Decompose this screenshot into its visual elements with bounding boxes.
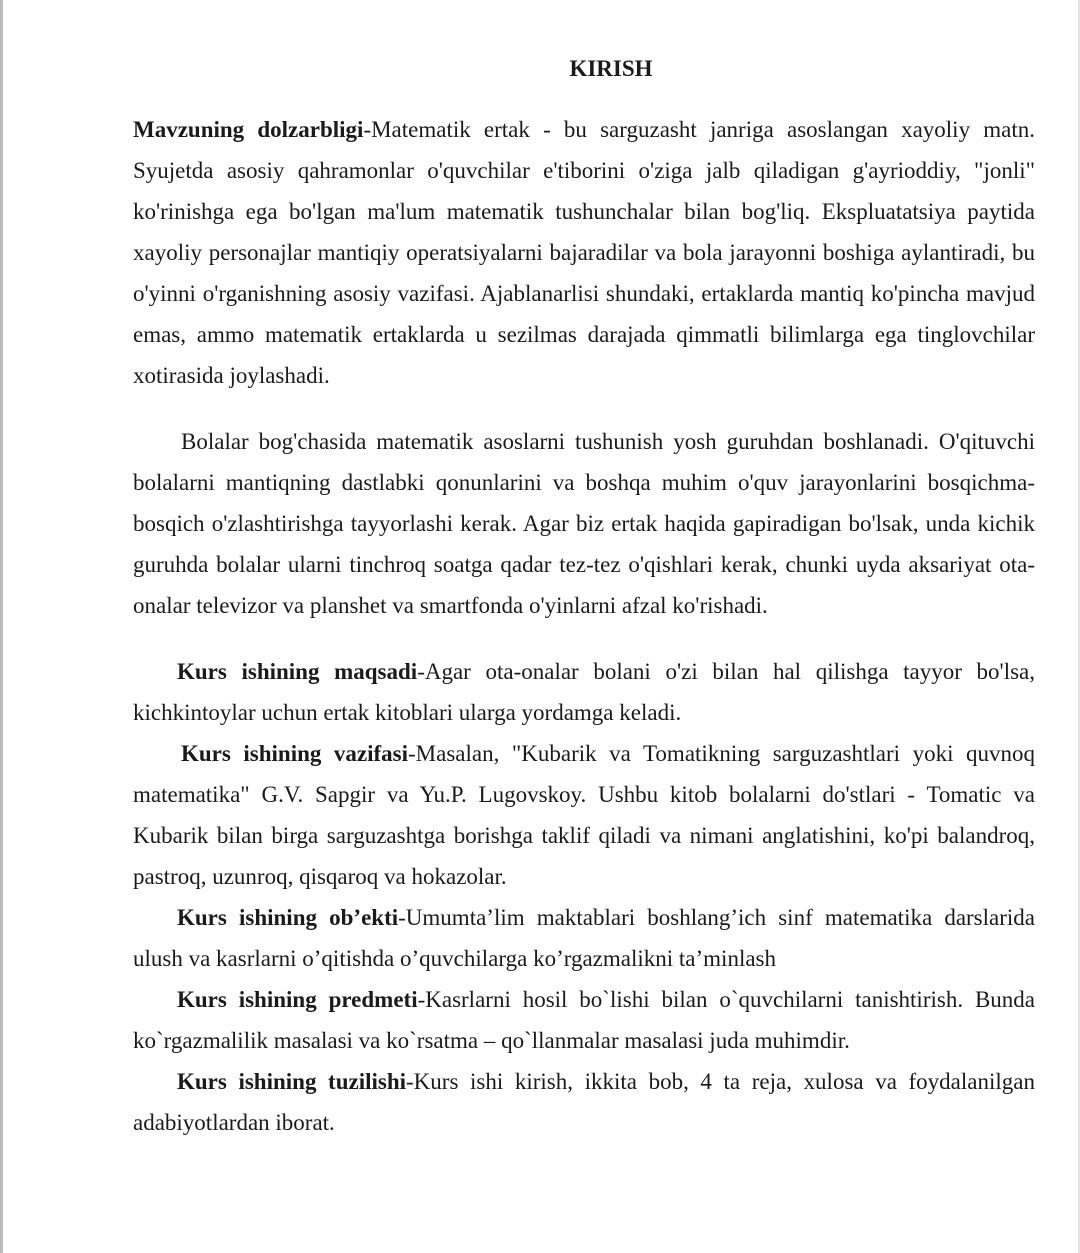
- document-body: [133, 48, 1035, 1143]
- paragraph-lead: Kurs ishining predmeti: [177, 987, 418, 1012]
- paragraph-structure: [133, 1061, 1035, 1143]
- paragraph-text: Bolalar bog'chasida matematik asoslarni tushunish yosh guruhdan boshlanadi. O'qituvchi bolalarni mantiqning dastlabki qonunlarini va boshqa muhim o'quv jarayonlarini bosqichma-bosqich o'zlashtirishga tayyorlashi kerak. Agar biz ertak haqida gapiradigan bo'lsak, unda kichik guruhda bolalar ularni tinchroq soatga qadar tez-tez o'qishlari kerak, chunki uyda aksariyat ota-onalar televizor va planshet va smartfonda o'yinlarni afzal ko'rishadi.: [133, 429, 1035, 618]
- page-title: KIRISH: [569, 56, 653, 81]
- paragraph-subject: [133, 979, 1035, 1061]
- paragraph-lead: Kurs ishining vazifasi: [181, 741, 409, 766]
- paragraph-kindergarten: [133, 421, 1035, 626]
- paragraph-lead: Mavzuning dolzarbligi: [133, 117, 364, 142]
- paragraph-object: [133, 897, 1035, 979]
- page-left-edge: [0, 0, 3, 1253]
- paragraph-lead: Kurs ishining ob’ekti: [177, 905, 399, 930]
- paragraph-goal: [133, 651, 1035, 733]
- paragraph-task: [133, 733, 1035, 897]
- paragraph-text: -Agar ota-onalar bolani o'zi bilan hal qilishga tayyor bo'lsa, kichkintoylar uchun ertak kitoblari ularga yordamga keladi.: [133, 659, 1036, 725]
- paragraph-lead: Kurs ishining tuzilishi: [177, 1069, 407, 1094]
- paragraph-text: -Kurs ishi kirish, ikkita bob, 4 ta reja, xulosa va foydalanilgan adabiyotlardan iborat.: [133, 1069, 1035, 1135]
- paragraph-text: -Masalan, "Kubarik va Tomatikning sarguzashtlari yoki quvnoq matematika" G.V. Sapgir va Yu.P. Lugovskoy. Ushbu kitob bolalarni do'stlari - Tomatic va Kubarik bilan birga sarguzashtga borishga taklif qiladi va nimani anglatishini, ko'pi balandroq, pastroq, uzunroq, qisqaroq va hokazolar.: [133, 741, 1036, 889]
- paragraph-text: -Kasrlarni hosil bo`lishi bilan o`quvchilarni tanishtirish. Bunda ko`rgazmalilik masalasi va ko`rsatma – qo`llanmalar masalasi juda muhimdir.: [133, 987, 1035, 1053]
- paragraph-lead: Kurs ishining maqsadi: [177, 659, 418, 684]
- paragraph-relevance: [133, 109, 1035, 396]
- paragraph-text: -Umumta’lim maktablari boshlang’ich sinf matematika darslarida ulush va kasrlarni o’qitishda o’quvchilarga ko’rgazmalikni ta’minlash: [133, 905, 1035, 971]
- paragraph-text: -Matematik ertak - bu sarguzasht janriga asoslangan xayoliy matn. Syujetda asosiy qahramonlar o'quvchilar e'tiborini o'ziga jalb qiladigan g'ayrioddiy, "jonli" ko'rinishga ega bo'lgan ma'lum matematik tushunchalar bilan bog'liq. Ekspluatatsiya paytida xayoliy personajlar mantiqiy operatsiyalarni bajaradilar va bola jarayonni boshiga aylantiradi, bu o'yinni o'rganishning asosiy vazifasi. Ajablanarlisi shundaki, ertaklarda mantiq ko'pincha mavjud emas, ammo matematik ertaklarda u sezilmas darajada qimmatli bilimlarga ega tinglovchilar xotirasida joylashadi.: [133, 117, 1035, 388]
